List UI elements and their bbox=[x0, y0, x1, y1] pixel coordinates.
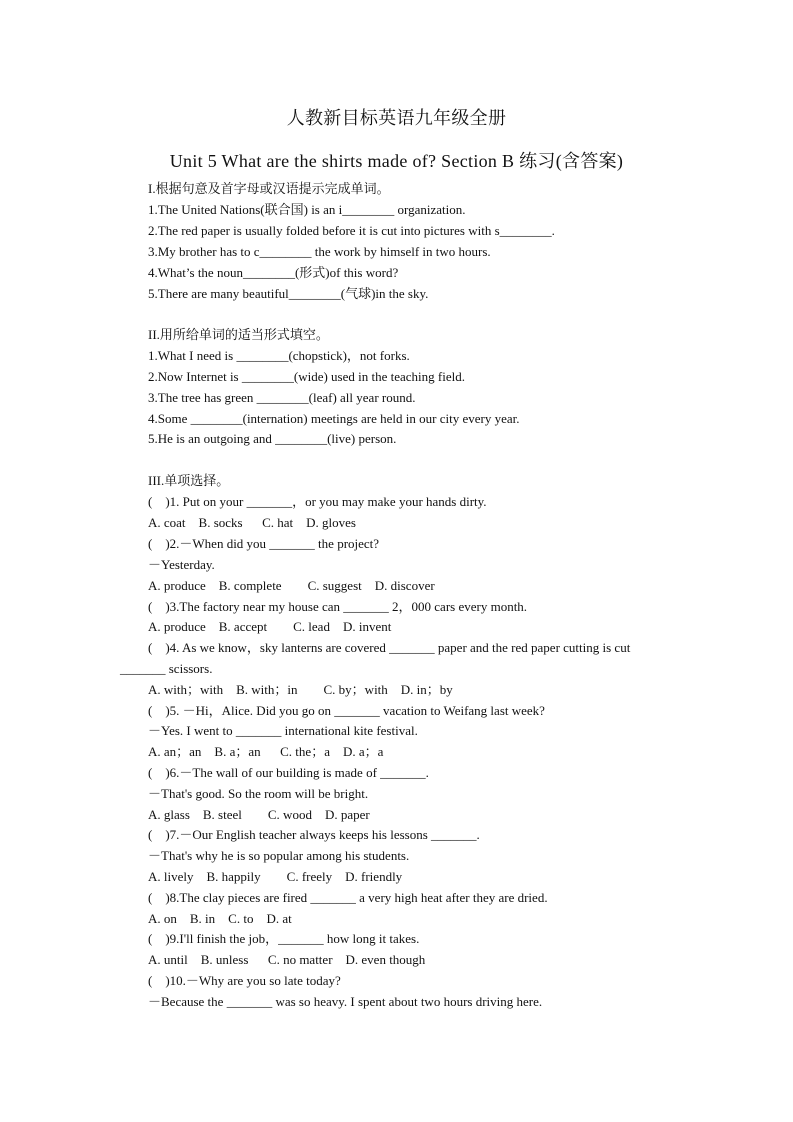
dialogue-line: －That's why he is so popular among his students. bbox=[148, 848, 410, 863]
question-line: ( )1. Put on your _______，or you may make your hands dirty. bbox=[148, 494, 487, 509]
page-subtitle: Unit 5 What are the shirts made of? Section B 练习(含答案) bbox=[169, 151, 624, 171]
options-line: A. produce B. accept C. lead D. invent bbox=[148, 619, 392, 634]
question-line: ( )4. As we know，sky lanterns are covered _______ paper and the red paper cutting is cut bbox=[148, 640, 631, 655]
dialogue-line: －That's good. So the room will be bright. bbox=[148, 786, 369, 801]
section-2-heading: II.用所给单词的适当形式填空。 bbox=[148, 327, 329, 342]
section-1-item: 1.The United Nations(联合国) is an i________ organization. bbox=[148, 202, 466, 217]
question-line: ( )7.－Our English teacher always keeps his lessons _______. bbox=[148, 827, 480, 842]
options-line: A. until B. unless C. no matter D. even though bbox=[148, 952, 426, 967]
question-line: ( )3.The factory near my house can _______ 2，000 cars every month. bbox=[148, 599, 528, 614]
section-1-item: 4.What’s the noun________(形式)of this word? bbox=[148, 265, 399, 280]
dialogue-line: －Yesterday. bbox=[148, 557, 215, 572]
options-line: A. an；an B. a；an C. the；a D. a；a bbox=[148, 744, 384, 759]
options-line: A. with；with B. with；in C. by；with D. in；by bbox=[148, 682, 453, 697]
options-line: A. produce B. complete C. suggest D. discover bbox=[148, 578, 435, 593]
question-line: ( )8.The clay pieces are fired _______ a very high heat after they are dried. bbox=[148, 890, 548, 905]
question-line: ( )2.－When did you _______ the project? bbox=[148, 536, 380, 551]
options-line: A. glass B. steel C. wood D. paper bbox=[148, 807, 370, 822]
section-2-item: 5.He is an outgoing and ________(live) person. bbox=[148, 431, 397, 446]
question-line: ( )5. －Hi，Alice. Did you go on _______ vacation to Weifang last week? bbox=[148, 703, 545, 718]
question-line: ( )10.－Why are you so late today? bbox=[148, 973, 341, 988]
page-title: 人教新目标英语九年级全册 bbox=[286, 108, 507, 128]
section-2-item: 4.Some ________(internation) meetings are held in our city every year. bbox=[148, 411, 520, 426]
question-line-continued: _______ scissors. bbox=[120, 661, 213, 676]
dialogue-line: －Yes. I went to _______ international kite festival. bbox=[148, 723, 418, 738]
section-1-item: 3.My brother has to c________ the work by himself in two hours. bbox=[148, 244, 491, 259]
question-line: ( )9.I'll finish the job，_______ how long it takes. bbox=[148, 931, 420, 946]
options-line: A. lively B. happily C. freely D. friendly bbox=[148, 869, 403, 884]
dialogue-line: －Because the _______ was so heavy. I spent about two hours driving here. bbox=[148, 994, 543, 1009]
section-2-item: 2.Now Internet is ________(wide) used in the teaching field. bbox=[148, 369, 465, 384]
section-1-item: 2.The red paper is usually folded before it is cut into pictures with s________. bbox=[148, 223, 555, 238]
section-2-item: 1.What I need is ________(chopstick)，not forks. bbox=[148, 348, 410, 363]
section-2-item: 3.The tree has green ________(leaf) all year round. bbox=[148, 390, 416, 405]
section-1-heading: I.根据句意及首字母或汉语提示完成单词。 bbox=[148, 181, 390, 196]
section-1-item: 5.There are many beautiful________(气球)in the sky. bbox=[148, 286, 429, 301]
options-line: A. on B. in C. to D. at bbox=[148, 911, 292, 926]
section-3-heading: III.单项选择。 bbox=[148, 473, 230, 488]
question-line: ( )6.－The wall of our building is made of _______. bbox=[148, 765, 429, 780]
options-line: A. coat B. socks C. hat D. gloves bbox=[148, 515, 356, 530]
